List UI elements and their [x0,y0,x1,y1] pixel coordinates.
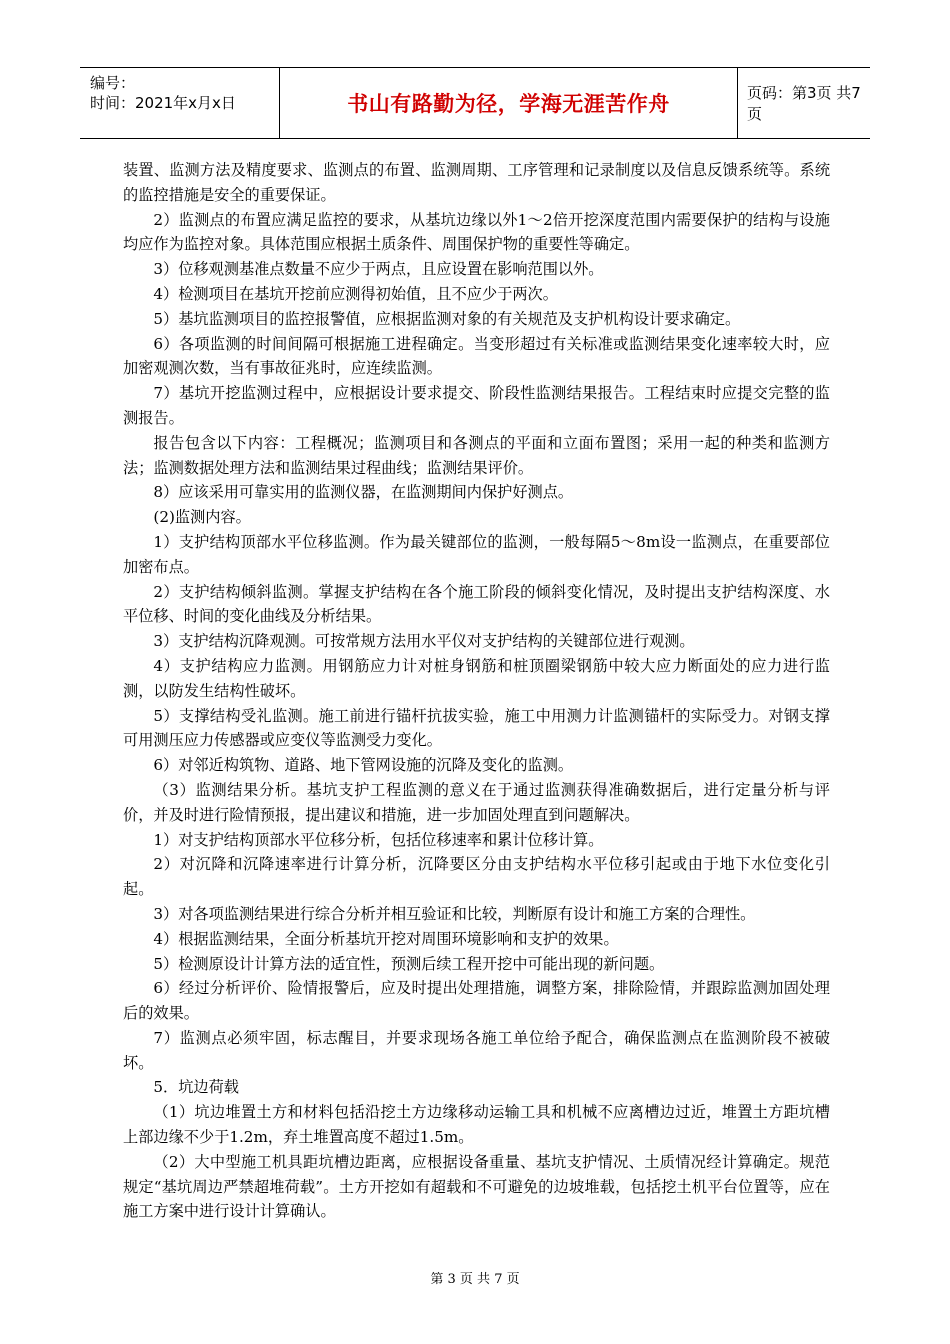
body-paragraph: （1）坑边堆置土方和材料包括沿挖土方边缘移动运输工具和机械不应离槽边过近，堆置土方距坑槽上部边缘不少于1.2m，弃土堆置高度不超过1.5m。 [123,1103,830,1147]
footer-page-number: 第 3 页 共 7 页 [430,1272,520,1287]
body-paragraph: 6）各项监测的时间间隔可根据施工进程确定。当变形超过有关标准或监测结果变化速率较大时，应加密观测次数，当有事故征兆时，应连续监测。 [123,334,830,378]
header-motto: 书山有路勤为径，学海无涯苦作舟 [347,92,670,116]
header-page-number [737,68,870,138]
body-paragraph: （2）大中型施工机具距坑槽边距离，应根据设备重量、基坑支护情况、土质情况经计算确定。规范规定“基坑周边严禁超堆荷载”。土方开挖如有超载和不可避免的边坡堆载，包括挖土机平台位置等，应在施工方案中进行设计计算确认。 [123,1152,830,1221]
header-motto-cell [280,68,738,138]
body-paragraph: 2）监测点的布置应满足监控的要求，从基坑边缘以外1～2倍开挖深度范围内需要保护的结构与设施均应作为监控对象。具体范围应根据土质条件、周围保护物的重要性等确定。 [123,210,830,254]
body-paragraph: 5）检测原设计计算方法的适宜性，预测后续工程开挖中可能出现的新问题。 [153,954,665,973]
body-paragraph: 6）对邻近构筑物、道路、地下管网设施的沉降及变化的监测。 [153,756,574,775]
body-paragraph: 5）基坑监测项目的监控报警值，应根据监测对象的有关规范及支护机构设计要求确定。 [153,309,741,328]
body-paragraph: 4）支护结构应力监测。用钢筋应力计对桩身钢筋和桩顶圈梁钢筋中较大应力断面处的应力进行监测，以防发生结构性破坏。 [123,656,830,700]
body-paragraph: 4）根据监测结果，全面分析基坑开挖对周围环境影响和支护的效果。 [153,929,619,948]
body-paragraph: 7）监测点必须牢固，标志醒目，并要求现场各施工单位给予配合，确保监测点在监测阶段不被破坏。 [123,1028,830,1072]
body-paragraph: 2）支护结构倾斜监测。掌握支护结构在各个施工阶段的倾斜变化情况，及时提出支护结构深度、水平位移、时间的变化曲线及分析结果。 [123,582,830,626]
body-paragraph: 5．坑边荷载 [153,1078,239,1097]
body-paragraph: 7）基坑开挖监测过程中，应根据设计要求提交、阶段性监测结果报告。工程结束时应提交完整的监测报告。 [123,384,830,427]
header-meta [80,68,280,138]
body-paragraph: （3）监测结果分析。基坑支护工程监测的意义在于通过监测获得准确数据后，进行定量分析与评价，并及时进行险情预报，提出建议和措施，进一步加固处理直到问题解决。 [123,780,830,824]
body-paragraph: 3）支护结构沉降观测。可按常规方法用水平仪对支护结构的关键部位进行观测。 [153,632,695,651]
body-paragraph: 8）应该采用可靠实用的监测仪器，在监测期间内保护好测点。 [153,483,574,502]
body-paragraph: 1）支护结构顶部水平位移监测。作为最关键部位的监测，一般每隔5～8m设一监测点，在重要部位加密布点。 [123,532,830,576]
document-body [123,158,830,1224]
page-header [80,67,870,139]
body-paragraph: 报告包含以下内容：工程概况；监测项目和各测点的平面和立面布置图；采用一起的种类和监测方法；监测数据处理方法和监测结果过程曲线；监测结果评价。 [123,433,830,477]
page-footer [0,1268,950,1287]
body-paragraph: (2)监测内容。 [153,508,251,527]
body-paragraph: 5）支撑结构受礼监测。施工前进行锚杆抗拔实验，施工中用测力计监测锚杆的实际受力。对钢支撑可用测压应力传感器或应变仪等监测受力变化。 [123,706,830,750]
body-paragraph: 3）对各项监测结果进行综合分析并相互验证和比较，判断原有设计和施工方案的合理性。 [153,904,756,923]
body-paragraph: 装置、监测方法及精度要求、监测点的布置、监测周期、工序管理和记录制度以及信息反馈系统等。系统的监控措施是安全的重要保证。 [123,161,830,204]
body-paragraph: 1）对支护结构顶部水平位移分析，包括位移速率和累计位移计算。 [153,830,604,849]
document-date: 时间：2021年x月x日 [90,94,236,112]
body-paragraph: 6）经过分析评价、险情报警后，应及时提出处理措施，调整方案，排除险情，并跟踪监测加固处理后的效果。 [123,979,830,1023]
body-paragraph: 4）检测项目在基坑开挖前应测得初始值，且不应少于两次。 [153,284,558,303]
body-paragraph: 3）位移观测基准点数量不应少于两点，且应设置在影响范围以外。 [153,260,604,279]
page-number-label: 页码：第3页 共7页 [747,84,861,123]
body-paragraph: 2）对沉降和沉降速率进行计算分析，沉降要区分由支护结构水平位移引起或由于地下水位变化引起。 [123,855,830,899]
document-number-label: 编号： [90,74,136,92]
